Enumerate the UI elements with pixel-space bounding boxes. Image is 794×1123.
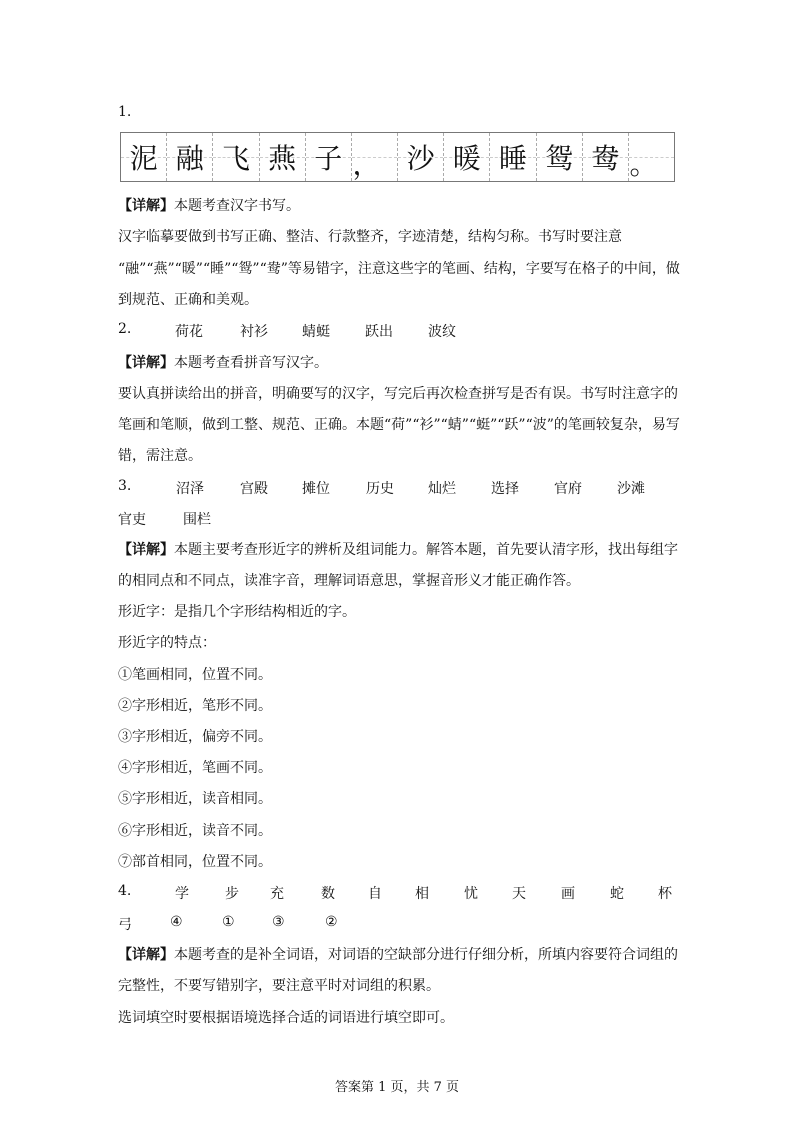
detail-tag: 【详解】 (118, 198, 174, 214)
grid-cell: 睡 (490, 133, 536, 181)
list-item: ⑦部首相同，位置不同。 (118, 854, 272, 870)
paragraph-line: 错，需注意。 (118, 448, 202, 464)
paragraph-line: 完整性，不要写错别字，要注意平时对词组的积累。 (118, 978, 440, 994)
detail-tag: 【详解】 (118, 355, 174, 371)
paragraph-line: 的相同点和不同点，读准字音，理解词语意思，掌握音形义才能正确作答。 (118, 573, 580, 589)
detail-tag: 【详解】 (118, 542, 174, 558)
list-item: ⑤字形相近，读音相同。 (118, 791, 272, 807)
answer-word: 灿烂 (428, 481, 456, 497)
list-item: ④字形相近，笔画不同。 (118, 760, 272, 776)
q1-number: 1. (118, 104, 132, 120)
answer-char: ① (222, 914, 235, 930)
grid-cell: 暖 (444, 133, 490, 181)
answer-word: 沼泽 (176, 481, 204, 497)
q2-number: 2. (118, 321, 132, 337)
answer-word: 宫殿 (240, 481, 268, 497)
answer-char: ④ (170, 914, 183, 930)
answer-word: 沙滩 (617, 481, 645, 497)
answer-char: 步 (225, 886, 239, 902)
paragraph-line: 形近字：是指几个字形结构相近的字。 (118, 604, 356, 620)
q3-number: 3. (118, 478, 132, 494)
answer-char: 学 (175, 886, 189, 902)
detail-text: 本题考查汉字书写。 (174, 198, 300, 214)
list-item: ⑥字形相近，读音不同。 (118, 823, 272, 839)
answer-char: ② (325, 914, 338, 930)
answer-char: 数 (321, 886, 335, 902)
answer-char: 自 (368, 886, 382, 902)
q2-detail (118, 353, 328, 373)
grid-cell: ， (352, 133, 398, 181)
answer-word: 官吏 (118, 512, 146, 528)
answer-word: 官府 (554, 481, 582, 497)
answer-word: 衬衫 (240, 324, 268, 340)
answer-char: 天 (512, 886, 526, 902)
detail-text: 本题考查的是补全词语，对词语的空缺部分进行仔细分析，所填内容要符合词组的 (174, 947, 678, 963)
paragraph-line: 形近字的特点： (118, 635, 216, 651)
grid-cell: 燕 (260, 133, 306, 181)
answer-char: ③ (272, 914, 285, 930)
paragraph-line: 要认真拼读给出的拼音，明确要写的汉字，写完后再次检查拼写是否有误。书写时注意字的 (118, 386, 678, 402)
grid-cell: 沙 (398, 133, 444, 181)
paragraph-line: “融”“燕”“暖”“睡”“鸳”“鸯”等易错字，注意这些字的笔画、结构，字要写在格子的中间，做 (118, 261, 680, 277)
answer-word: 蜻蜓 (302, 324, 330, 340)
grid-cell: 融 (167, 133, 213, 181)
answer-char: 画 (561, 886, 575, 902)
grid-cell: 鸯 (583, 133, 629, 181)
paragraph-line: 到规范、正确和美观。 (118, 292, 258, 308)
list-item: ①笔画相同，位置不同。 (118, 667, 272, 683)
paragraph-line: 选词填空时要根据语境选择合适的词语进行填空即可。 (118, 1010, 454, 1026)
grid-cell: 飞 (213, 133, 259, 181)
q1-writing-grid (120, 132, 675, 182)
answer-char: 杯 (658, 886, 672, 902)
grid-cell: 泥 (121, 133, 167, 181)
detail-tag: 【详解】 (118, 947, 174, 963)
grid-cell: 。 (629, 133, 674, 181)
answer-word: 跃出 (365, 324, 393, 340)
answer-char: 忧 (464, 886, 478, 902)
answer-word: 荷花 (175, 324, 203, 340)
q4-number: 4. (118, 883, 132, 899)
detail-text: 本题主要考查形近字的辨析及组词能力。解答本题，首先要认清字形，找出每组字 (174, 542, 678, 558)
paragraph-line: 汉字临摹要做到书写正确、整洁、行款整齐，字迹清楚，结构匀称。书写时要注意 (118, 229, 622, 245)
grid-cell: 鸳 (537, 133, 583, 181)
q3-detail (118, 540, 678, 560)
answer-char: 弓 (118, 917, 132, 933)
answer-char: 蛇 (610, 886, 624, 902)
grid-cell: 子 (306, 133, 352, 181)
answer-char: 充 (270, 886, 284, 902)
q4-detail (118, 945, 678, 965)
answer-char: 相 (415, 886, 429, 902)
answer-word: 历史 (366, 481, 394, 497)
answer-word: 摊位 (302, 481, 330, 497)
q1-detail (118, 196, 300, 216)
detail-text: 本题考查看拼音写汉字。 (174, 355, 328, 371)
paragraph-line: 笔画和笔顺，做到工整、规范、正确。本题“荷”“衫”“蜻”“蜓”“跃”“波”的笔画较复杂，易写 (118, 417, 680, 433)
list-item: ③字形相近，偏旁不同。 (118, 729, 272, 745)
answer-word: 选择 (491, 481, 519, 497)
page-footer: 答案第 1 页，共 7 页 (334, 1080, 460, 1095)
list-item: ②字形相近，笔形不同。 (118, 698, 272, 714)
answer-word: 围栏 (183, 512, 211, 528)
answer-word: 波纹 (428, 324, 456, 340)
